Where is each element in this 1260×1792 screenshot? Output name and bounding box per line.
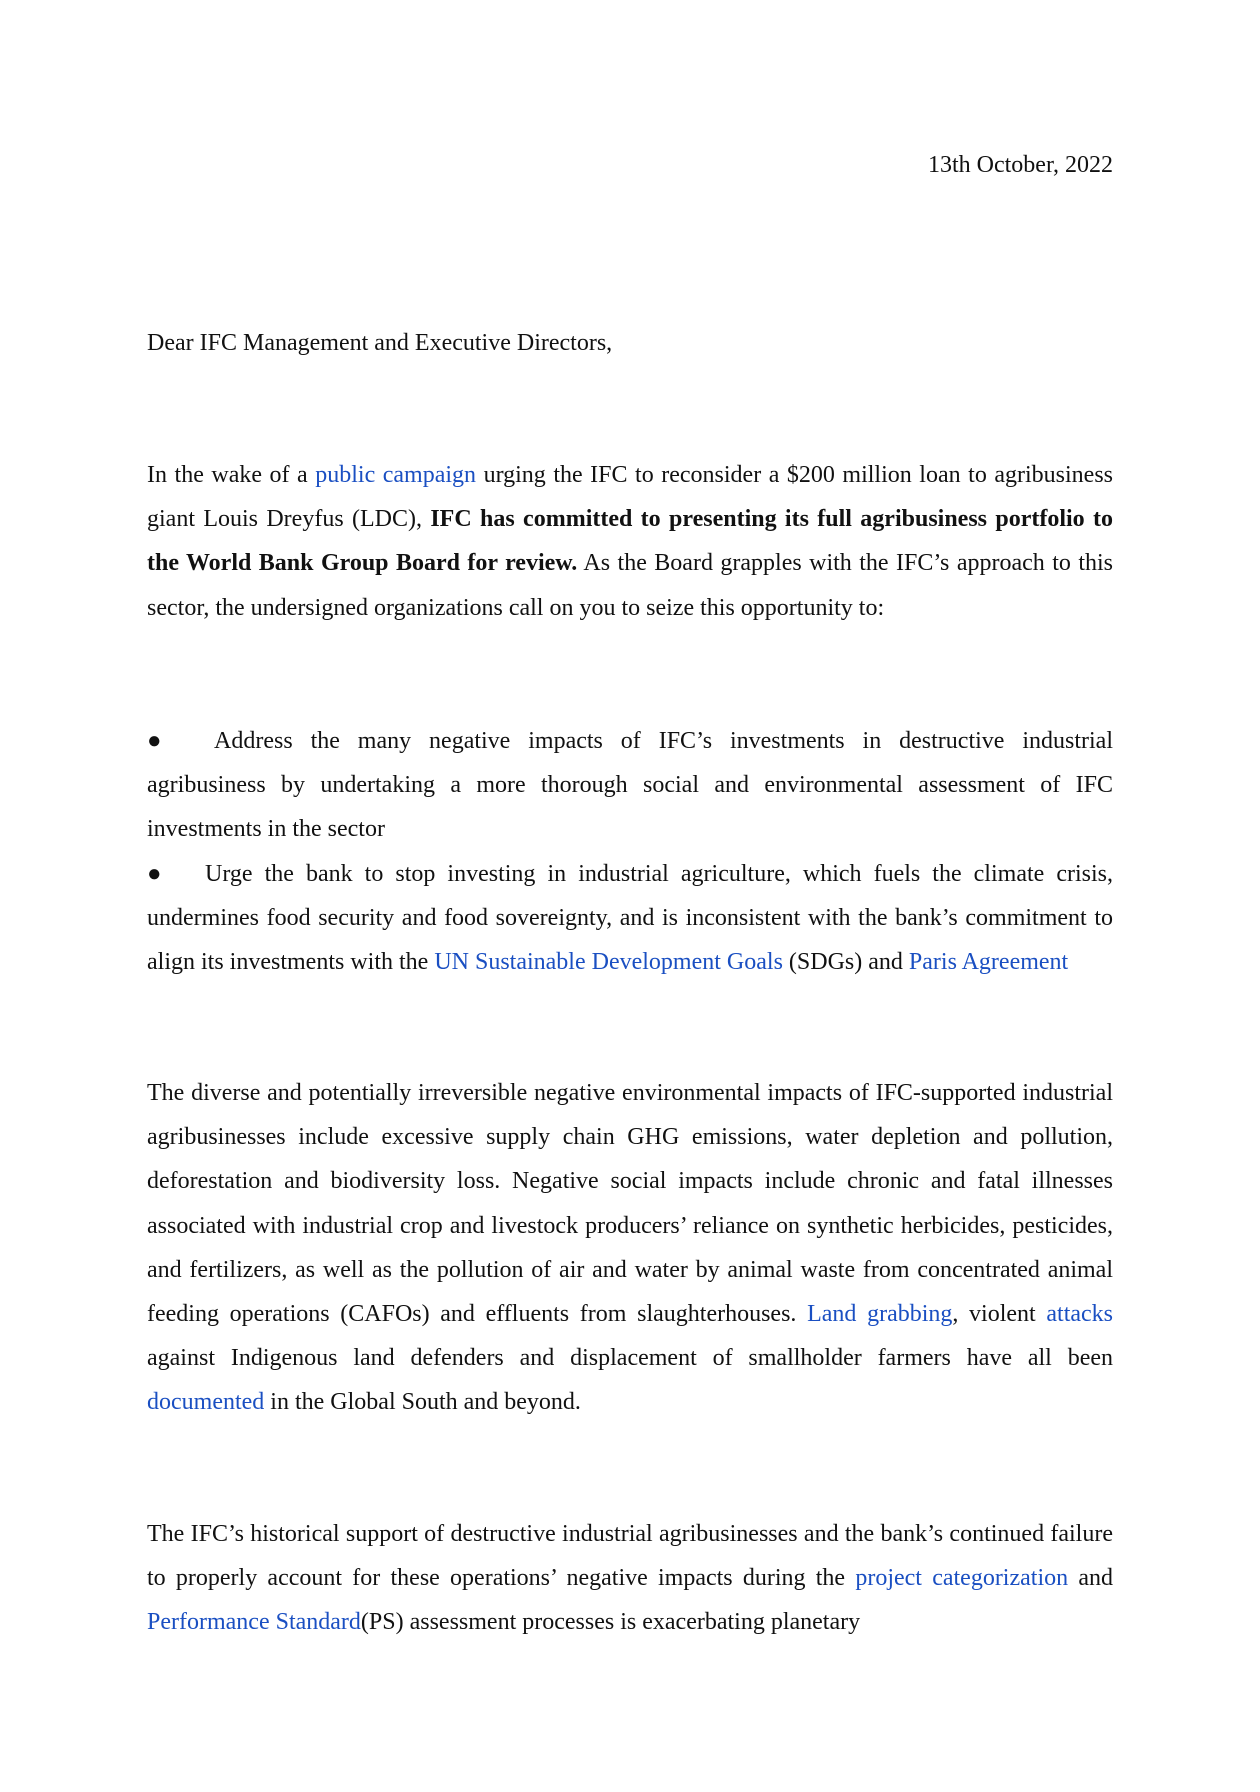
text-run: (SDGs) and xyxy=(782,949,909,976)
bullet-text: Address the many negative impacts of IFC’s investments in destructive industrial agribusiness by undertaking a more thorough social and environmental assessment of IFC investments in the sector xyxy=(147,728,1113,843)
text-run: urging the IFC to reconsider a $200 million loan to agribusiness giant Louis Dreyfus (LDC), xyxy=(147,462,1113,533)
bold-commitment-statement: IFC has committed to presenting its full agribusiness portfolio to the World Bank Group Board for review. xyxy=(147,506,1114,577)
link-attacks[interactable]: attacks xyxy=(1046,1301,1114,1328)
paragraph-historical-support xyxy=(147,1512,1113,1645)
text-run: The diverse and potentially irreversible negative environmental impacts of IFC-supported industrial agribusinesses include excessive supply chain GHG emissions, water depletion and pollution, deforestation and biodiversity loss. Negative social impacts include chronic and fatal illnesses associated with industrial crop and livestock producers’ reliance on synthetic herbicides, pesticides, and fertilizers, as well as the pollution of air and water by animal waste from concentrated animal feeding operations (CAFOs) and effluents from slaughterhouses. xyxy=(147,1080,1113,1328)
text-run: in the Global South and beyond. xyxy=(264,1389,581,1416)
bullet-icon: ● xyxy=(147,728,162,754)
bullet-icon: ● xyxy=(147,860,162,887)
text-run: against Indigenous land defenders and displacement of smallholder farmers have all been xyxy=(147,1345,1113,1372)
bullet-list xyxy=(147,719,1113,984)
bullet-text: Urge the bank to stop investing in industrial agriculture, which fuels the climate crisis, undermines food security and food sovereignty, and is inconsistent with the bank’s commitment to align its investments with the xyxy=(147,860,1113,976)
link-performance-standard[interactable]: Performance Standard xyxy=(147,1609,361,1636)
text-run: The IFC’s historical support of destructive industrial agribusinesses and the bank’s continued failure to properly account for these operations’ negative impacts during the xyxy=(147,1521,1113,1592)
text-run: (PS) assessment processes is exacerbating planetary xyxy=(360,1609,861,1636)
letter-date: 13th October, 2022 xyxy=(927,152,1113,178)
link-public-campaign[interactable]: public campaign xyxy=(315,462,477,488)
link-paris-agreement[interactable]: Paris Agreement xyxy=(908,949,1069,976)
paragraph-intro xyxy=(147,453,1113,630)
text-run: As the Board grapples with the IFC’s approach to this sector, the undersigned organizations call on you to seize this opportunity to: xyxy=(147,550,1113,621)
text-run: and xyxy=(1068,1565,1114,1592)
link-documented[interactable]: documented xyxy=(147,1389,265,1416)
link-land-grabbing[interactable]: Land grabbing xyxy=(807,1301,953,1328)
link-un-sdgs[interactable]: UN Sustainable Development Goals xyxy=(434,949,783,976)
bullet-item-stop-investing xyxy=(147,852,1113,985)
text-run: In the wake of a xyxy=(147,462,316,488)
paragraph-impacts xyxy=(147,1071,1113,1425)
bullet-item-assessment xyxy=(147,719,1113,852)
link-project-categorization[interactable]: project categorization xyxy=(855,1565,1069,1592)
text-run: , violent xyxy=(952,1301,1047,1328)
salutation: Dear IFC Management and Executive Directors, xyxy=(147,330,613,356)
